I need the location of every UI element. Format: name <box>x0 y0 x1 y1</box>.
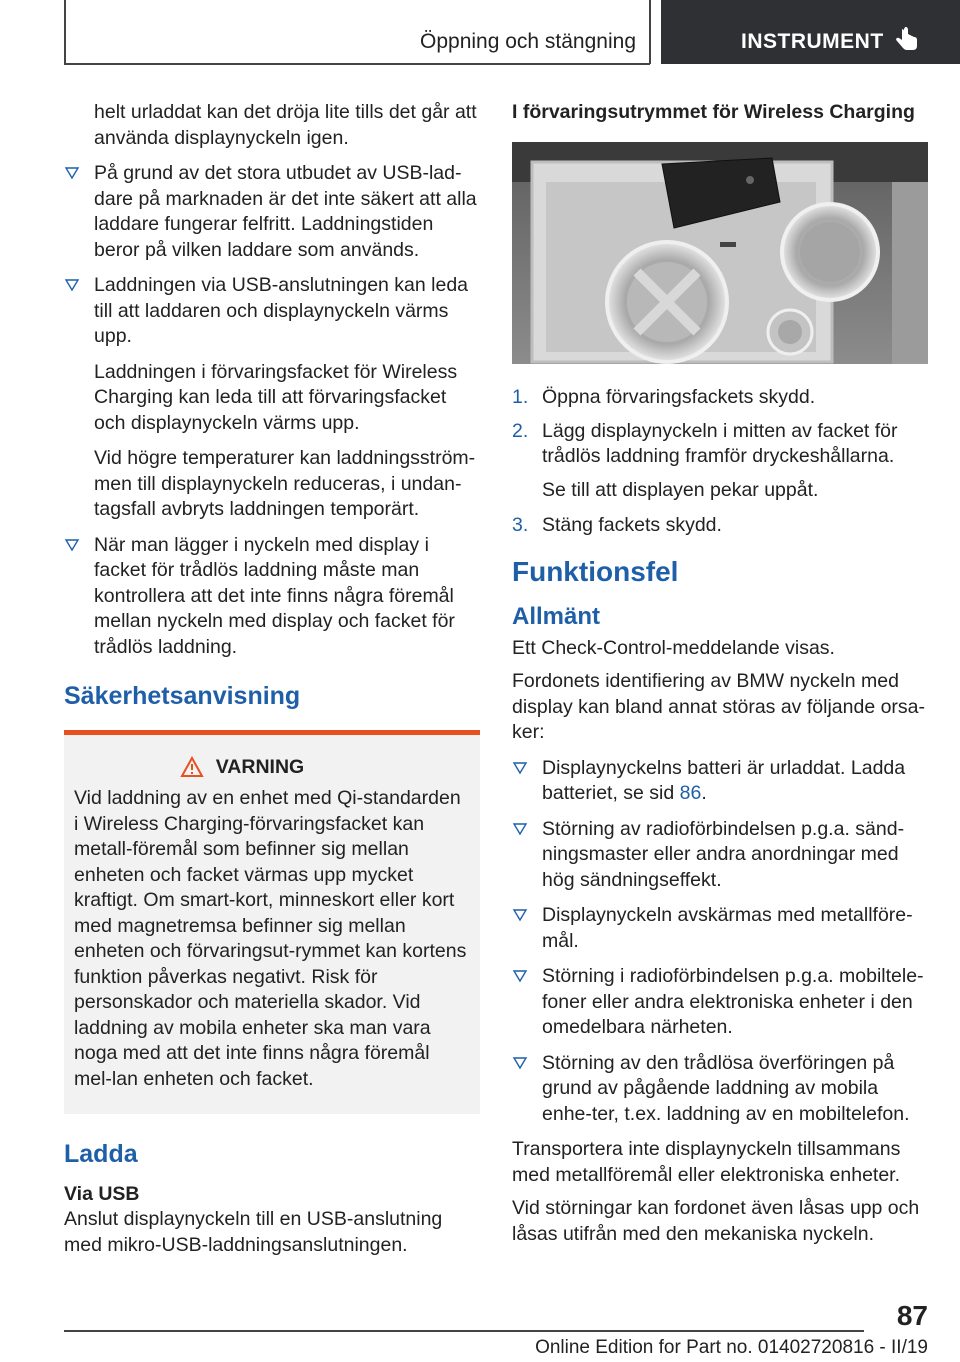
chapter-tab-label: INSTRUMENT <box>741 30 884 53</box>
triangle-bullet-icon <box>512 907 528 923</box>
step-number: 3. <box>512 514 529 536</box>
warning-title-row <box>74 755 470 781</box>
list-item-text: När man lägger i nyckeln med display i facket för trådlös laddning måste man kontrollera att det inte finns några föremål mellan nyckeln med display och facket för trådlös laddning. <box>94 533 455 658</box>
general-text-1: Ett Check-Control-meddelande visas. <box>512 636 835 659</box>
list-item-text: Störning av radioförbindelsen p.g.a. sänd-ningsmaster eller andra anordningar med hög sändningseffekt. <box>542 817 905 891</box>
list-item-text-end: . <box>701 782 707 804</box>
header-separator <box>649 0 651 64</box>
list-item <box>64 533 480 661</box>
list-item-text: Laddningen via USB-anslutningen kan leda till att laddaren och displaynyckeln värms upp. <box>94 274 469 347</box>
step-item <box>512 385 928 411</box>
list-item-text: Displaynyckelns batteri är urladdat. Ladda batteriet, se sid <box>542 756 906 804</box>
list-item-text: Displaynyckeln avskärmas med metallföre-mål. <box>542 904 913 952</box>
final-text-2: Vid störningar kan fordonet även låsas upp och låsas utifrån med den mekaniska nyckeln. <box>512 1197 920 1245</box>
list-item-text: Störning av den trådlösa överföringen på grund av pågående laddning av mobila enhe-ter, t.ex. laddning av en mobiltelefon. <box>542 1051 910 1125</box>
left-column <box>64 100 480 1268</box>
final-text-1: Transportera inte displaynyckeln tillsammans med metallföremål eller elektroniska enheter. <box>512 1138 901 1186</box>
list-item <box>512 1051 928 1128</box>
hand-pointer-icon <box>893 26 921 54</box>
malfunction-heading: Funktionsfel <box>512 555 679 587</box>
step-text: Stäng fackets skydd. <box>542 514 722 536</box>
list-item <box>64 161 480 263</box>
warning-title: VARNING <box>215 755 305 778</box>
warning-triangle-icon <box>180 756 204 778</box>
wireless-charging-tray-photo <box>512 142 928 364</box>
triangle-bullet-icon <box>64 165 80 181</box>
triangle-bullet-icon <box>64 537 80 553</box>
list-item <box>512 964 928 1041</box>
step-text: Öppna förvaringsfackets skydd. <box>542 386 816 408</box>
general-heading: Allmänt <box>512 603 601 630</box>
continued-text: helt urladdat kan det dröja lite tills det går att använda displaynyckeln igen. <box>94 101 477 149</box>
usb-heading: Via USB <box>64 1182 140 1205</box>
list-item <box>64 273 480 350</box>
list-item-note: Vid högre temperaturer kan laddningsström-men till displaynyckeln reduceras, i undan-tagsfall avbryts laddningen temporärt. <box>94 447 476 520</box>
section-title[interactable]: Öppning och stängning <box>420 30 636 53</box>
footer-divider <box>64 1330 864 1332</box>
step-note: Se till att displayen pekar uppåt. <box>542 478 819 501</box>
safety-heading: Säkerhetsanvisning <box>64 682 301 710</box>
list-item-text: Störning i radioförbindelsen p.g.a. mobiltele-foner eller andra elektroniska enheter i den omedelbara närheten. <box>542 965 924 1038</box>
page-reference-link[interactable]: 86 <box>679 782 702 804</box>
charge-heading: Ladda <box>64 1140 138 1168</box>
step-number: 2. <box>512 419 529 442</box>
step-text: Lägg displaynyckeln i mitten av facket för trådlös laddning framför dryckeshållarna. <box>542 419 898 467</box>
list-item <box>512 817 928 894</box>
triangle-bullet-icon <box>512 1055 528 1071</box>
triangle-bullet-icon <box>512 968 528 984</box>
step-item <box>512 513 928 539</box>
warning-text: Vid laddning av en enhet med Qi-standarden i Wireless Charging-förvaringsfacket kan metall-föremål som befinner sig mellan enheten och facket värmas upp mycket kraftigt. Om smart-kort, minneskort eller kort med magnetremsa befinner sig mellan enheten och förvaringsut-rymmet kan kortens funktion påverkas negativt. Risk för personskador och materiella skador. Vid laddning av mobila enheter ska man vara noga med att det inte finns några föremål mel-lan enheten och facket. <box>74 787 467 1090</box>
triangle-bullet-icon <box>512 821 528 837</box>
triangle-bullet-icon <box>512 760 528 776</box>
step-number: 1. <box>512 386 529 408</box>
page-number: 87 <box>896 1300 928 1331</box>
triangle-bullet-icon <box>64 277 80 293</box>
warning-box <box>64 730 480 1115</box>
right-column <box>512 100 928 1257</box>
list-item <box>512 903 928 954</box>
step-item <box>512 419 928 470</box>
list-item-note: Laddningen i förvaringsfacket för Wireless Charging kan leda till att förvaringsfacket och displaynyckeln värms upp. <box>94 360 458 434</box>
chapter-tab[interactable] <box>661 0 960 64</box>
header-left-border <box>64 0 66 64</box>
list-item <box>512 756 928 807</box>
edition-text: Online Edition for Part no. 01402720816 - II/19 <box>535 1337 928 1358</box>
general-text-2: Fordonets identifiering av BMW nyckeln med display kan bland annat störas av följande orsa-ker: <box>512 670 926 743</box>
storage-heading: I förvaringsutrymmet för Wireless Charging <box>512 101 915 123</box>
list-item-text: På grund av det stora utbudet av USB-lad-dare på marknaden är det inte säkert att alla laddare fungerar felfritt. Laddningstiden beror på vilken laddare som används. <box>94 162 477 261</box>
usb-text: Anslut displaynyckeln till en USB-anslutning med mikro-USB-laddningsanslutningen. <box>64 1208 443 1256</box>
